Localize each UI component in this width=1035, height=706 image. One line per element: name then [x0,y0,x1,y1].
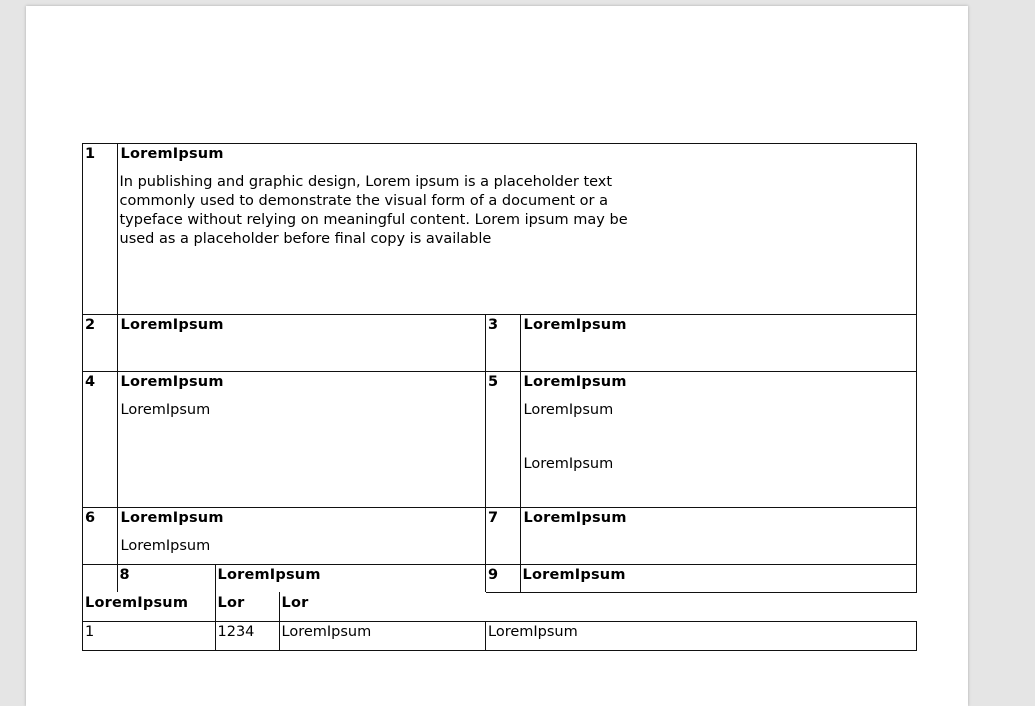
block9-number: 9 [485,564,521,593]
block4-number: 4 [82,371,118,508]
items-row-cell-code: 1234 [215,621,281,651]
block1-title: LoremIpsum [120,146,224,162]
block2-title: LoremIpsum [120,316,224,333]
items-row-cell-index: 1 [82,621,216,651]
block1-paragraph [120,173,628,249]
block5-line: LoremIpsum [523,401,614,418]
block3-number: 3 [485,314,521,372]
items-row-cell-name: LoremIpsum [279,621,487,651]
items-header-col3: Lor [279,592,486,622]
paragraph-line: used as a placeholder before final copy is available [119,231,492,247]
block2-content [117,314,487,372]
block4-line: LoremIpsum [120,401,211,418]
block5-content [520,371,917,508]
block8-spacer [82,564,118,593]
paragraph-line: commonly used to demonstrate the visual form of a document or a [119,193,609,209]
block6-line: LoremIpsum [120,537,211,554]
block7-number: 7 [485,507,521,565]
block8-title: LoremIpsum [215,564,487,593]
block6-content [117,507,487,565]
block1-content [117,143,917,315]
block5-number: 5 [485,371,521,508]
block5-line: LoremIpsum [523,455,614,472]
block7-content [520,507,917,565]
block9-title: LoremIpsum [520,564,917,593]
items-header-col1: LoremIpsum [82,592,216,622]
block7-title: LoremIpsum [523,509,627,526]
block4-content [117,371,487,508]
block4-title: LoremIpsum [120,373,224,390]
block6-title: LoremIpsum [120,509,224,526]
paragraph-line: In publishing and graphic design, Lorem ipsum is a placeholder text [119,174,613,190]
paragraph-line: typeface without relying on meaningful content. Lorem ipsum may be [119,212,628,228]
block6-number: 6 [82,507,118,565]
block3-content [520,314,917,372]
block3-title: LoremIpsum [523,316,627,333]
items-row-cell-desc: LoremIpsum [485,621,917,651]
items-header-col2: Lor [215,592,281,622]
block5-title: LoremIpsum [523,373,627,390]
block1-number: 1 [82,143,118,315]
block2-number: 2 [82,314,118,372]
block8-number: 8 [117,564,217,593]
